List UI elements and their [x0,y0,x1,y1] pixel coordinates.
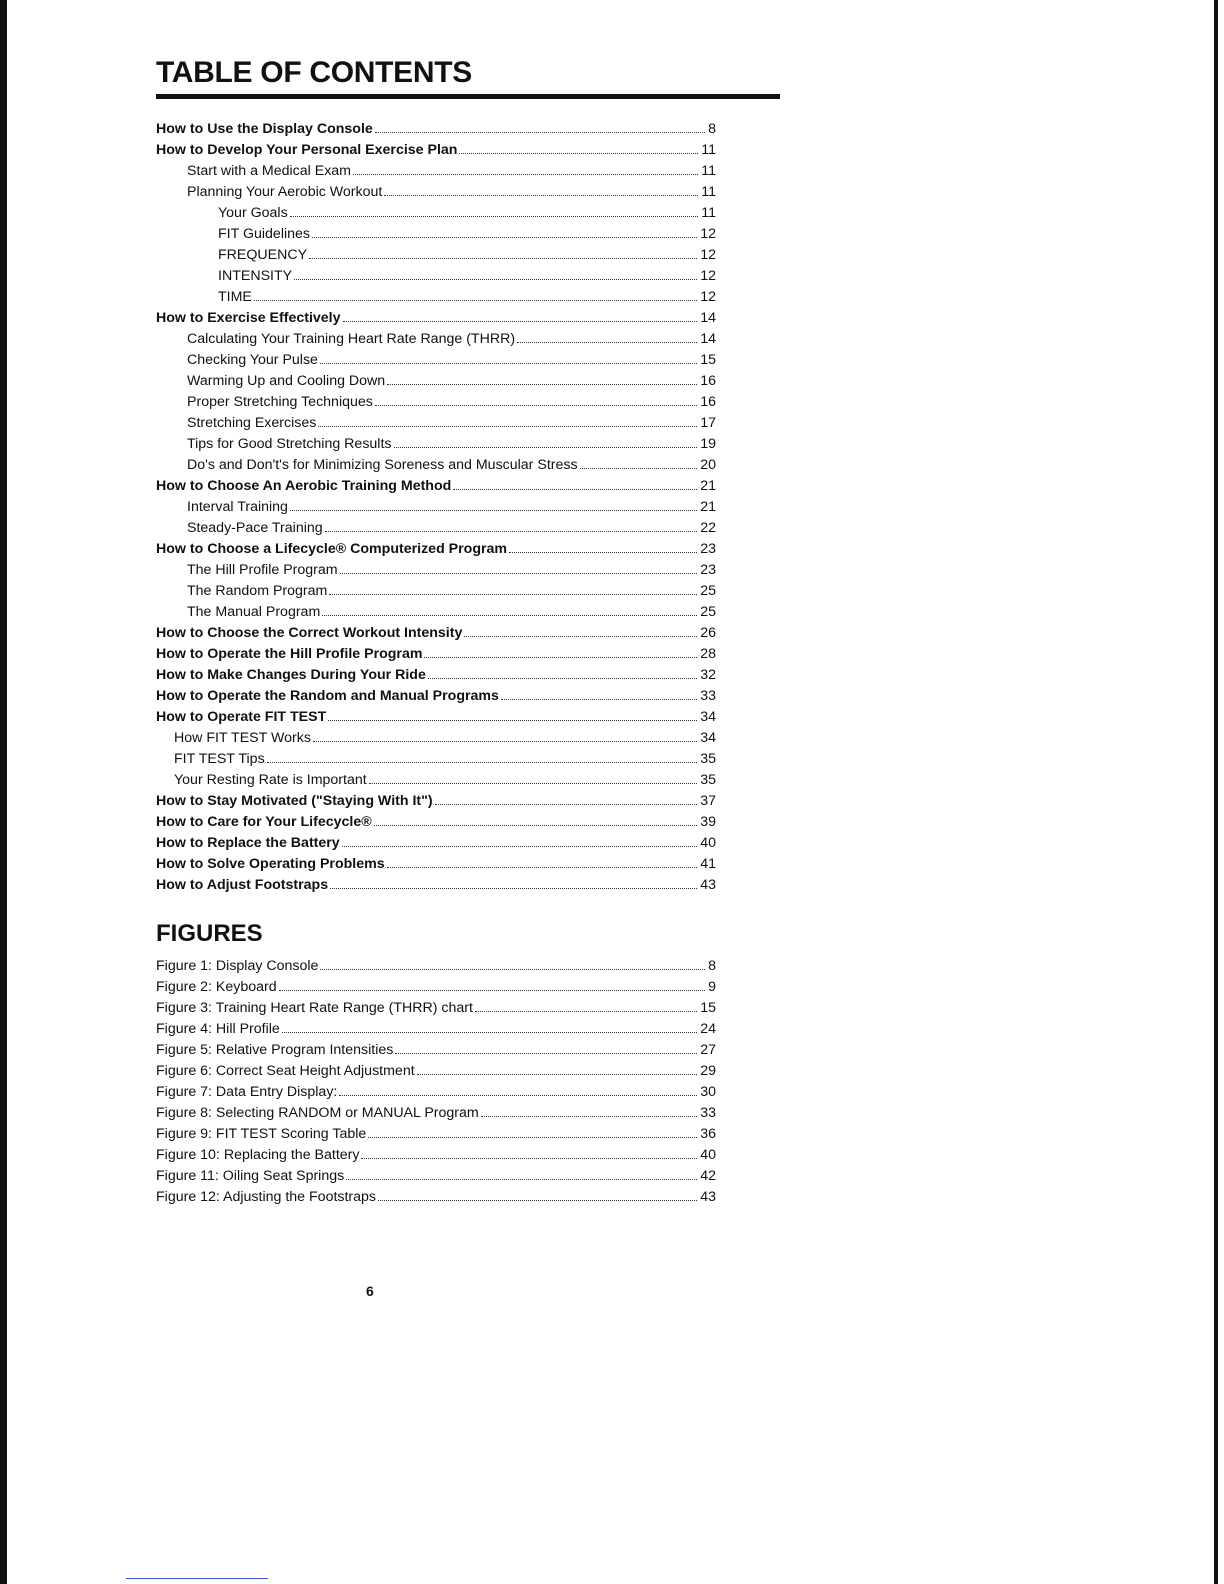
figure-entry-page: 43 [700,1189,716,1205]
toc-entry-label: How to Make Changes During Your Ride [156,667,426,683]
figure-entry [156,1082,716,1103]
dot-leader [517,342,697,343]
toc-entry-page: 26 [700,625,716,641]
dot-leader [328,720,697,721]
toc-entry [156,812,716,833]
dot-leader [282,1032,697,1033]
figure-entry-label: Figure 11: Oiling Seat Springs [156,1168,345,1184]
toc-entry-label: How to Develop Your Personal Exercise Plan [156,142,458,158]
figure-entry-page: 29 [700,1063,716,1079]
toc-entry-page: 11 [701,142,716,158]
toc-entry [156,476,716,497]
figures-list [156,956,716,1208]
title-rule [156,94,780,99]
figure-entry [156,1040,716,1061]
figure-entry-label: Figure 3: Training Heart Rate Range (THRR) chart [156,1000,473,1016]
toc-entry [156,623,716,644]
toc-entry-label: The Hill Profile Program [187,562,338,578]
toc-entry-label: How to Stay Motivated ("Staying With It") [156,793,433,809]
dot-leader [342,846,698,847]
toc-entry [156,287,716,308]
toc-entry-label: How to Operate FIT TEST [156,709,327,725]
figure-entry-label: Figure 1: Display Console [156,958,319,974]
toc-entry [156,119,716,140]
toc-entry [156,455,716,476]
toc-entry [156,308,716,329]
figure-entry-page: 30 [700,1084,716,1100]
dot-leader [417,1074,698,1075]
dot-leader [329,594,697,595]
dot-leader [459,153,698,154]
toc-entry-label: How to Replace the Battery [156,835,340,851]
toc-entry-page: 16 [700,394,716,410]
dot-leader [343,321,698,322]
dot-leader [346,1179,697,1180]
toc-entry [156,686,716,707]
figure-entry-label: Figure 12: Adjusting the Footstraps [156,1189,377,1205]
toc-entry-page: 33 [700,688,716,704]
dot-leader [384,195,698,196]
toc-entry-label: TIME [218,289,252,305]
figure-entry [156,1166,716,1187]
toc-entry-label: Calculating Your Training Heart Rate Range (THRR) [187,331,516,347]
toc-entry [156,224,716,245]
dot-leader [339,1095,697,1096]
toc-entry-page: 32 [700,667,716,683]
toc-entry-label: How to Exercise Effectively [156,310,341,326]
figure-entry-page: 42 [700,1168,716,1184]
dot-leader [501,699,697,700]
dot-leader [267,762,698,763]
toc-entry [156,161,716,182]
toc-entry-label: Your Resting Rate is Important [174,772,367,788]
toc-entry [156,539,716,560]
dot-leader [481,1116,697,1117]
figure-entry-page: 33 [700,1105,716,1121]
toc-entry [156,245,716,266]
dot-leader [368,1137,697,1138]
toc-entry-page: 41 [700,856,716,872]
toc-entry-label: Planning Your Aerobic Workout [187,184,383,200]
toc-entry-label: How to Choose An Aerobic Training Method [156,478,452,494]
dot-leader [375,132,705,133]
figure-entry [156,1187,716,1208]
toc-entry-page: 23 [700,541,716,557]
toc-entry-label: INTENSITY [218,268,293,284]
dot-leader [453,489,697,490]
figure-entry-page: 36 [700,1126,716,1142]
scan-border-right [1214,0,1218,1584]
toc-entry-page: 43 [700,877,716,893]
scan-border-left [0,0,7,1584]
toc-entry [156,497,716,518]
toc-entry-label: How FIT TEST Works [174,730,311,746]
contents-list [156,119,716,896]
figure-entry [156,1124,716,1145]
figure-entry [156,1103,716,1124]
toc-entry-label: Warming Up and Cooling Down [187,373,386,389]
toc-entry-label: Your Goals [218,205,288,221]
dot-leader [369,783,698,784]
toc-entry-page: 21 [700,478,716,494]
figure-entry-page: 24 [700,1021,716,1037]
toc-entry-label: FIT Guidelines [218,226,310,242]
toc-entry-label: Proper Stretching Techniques [187,394,373,410]
toc-entry-label: Start with a Medical Exam [187,163,352,179]
figure-entry-label: Figure 2: Keyboard [156,979,277,995]
toc-entry-page: 34 [700,730,716,746]
toc-entry-label: Checking Your Pulse [187,352,318,368]
dot-leader [361,1158,697,1159]
dot-leader [312,237,697,238]
toc-entry [156,434,716,455]
toc-entry [156,833,716,854]
toc-entry-page: 8 [708,121,716,137]
toc-entry [156,602,716,623]
dot-leader [464,636,697,637]
dot-leader [340,573,698,574]
toc-entry-label: How to Operate the Hill Profile Program [156,646,423,662]
toc-entry [156,350,716,371]
figure-entry-label: Figure 5: Relative Program Intensities [156,1042,394,1058]
toc-entry [156,770,716,791]
toc-entry-label: Steady-Pace Training [187,520,323,536]
dot-leader [318,426,697,427]
figure-entry [156,1145,716,1166]
dot-leader [320,363,697,364]
toc-entry-label: Stretching Exercises [187,415,317,431]
figure-entry [156,1061,716,1082]
toc-entry [156,749,716,770]
toc-entry-page: 25 [700,583,716,599]
toc-entry-page: 16 [700,373,716,389]
figure-entry-page: 27 [700,1042,716,1058]
dot-leader [428,678,697,679]
toc-entry-label: The Random Program [187,583,328,599]
toc-entry [156,707,716,728]
dot-leader [294,279,697,280]
figures-heading: FIGURES [156,920,263,947]
toc-entry [156,140,716,161]
toc-entry-label: How to Choose the Correct Workout Intensity [156,625,463,641]
figure-entry-page: 8 [708,958,716,974]
dot-leader [387,384,697,385]
dot-leader [394,447,698,448]
toc-entry-label: FIT TEST Tips [174,751,265,767]
toc-entry-label: How to Choose a Lifecycle® Computerized Program [156,541,508,557]
dot-leader [325,531,698,532]
dot-leader [290,510,697,511]
toc-entry [156,518,716,539]
toc-entry-label: How to Care for Your Lifecycle® [156,814,372,830]
toc-entry [156,203,716,224]
toc-entry-page: 35 [700,772,716,788]
figure-entry-page: 15 [700,1000,716,1016]
toc-entry-page: 25 [700,604,716,620]
toc-entry-page: 11 [701,184,716,200]
dot-leader [320,969,705,970]
dot-leader [395,1053,697,1054]
toc-entry-label: Interval Training [187,499,288,515]
figure-entry-label: Figure 9: FIT TEST Scoring Table [156,1126,367,1142]
toc-entry [156,371,716,392]
toc-entry [156,665,716,686]
toc-entry-page: 14 [700,310,716,326]
page-title: TABLE OF CONTENTS [156,56,472,89]
toc-entry-label: How to Solve Operating Problems [156,856,385,872]
dot-leader [475,1011,697,1012]
toc-entry-page: 20 [700,457,716,473]
dot-leader [279,990,705,991]
figure-entry [156,1019,716,1040]
figure-entry [156,998,716,1019]
dot-leader [424,657,697,658]
toc-entry-label: FREQUENCY [218,247,308,263]
toc-entry-label: The Manual Program [187,604,321,620]
dot-leader [322,615,697,616]
toc-entry-page: 39 [700,814,716,830]
dot-leader [353,174,698,175]
figure-entry-page: 40 [700,1147,716,1163]
toc-entry [156,182,716,203]
toc-entry-page: 22 [700,520,716,536]
figure-entry-label: Figure 8: Selecting RANDOM or MANUAL Program [156,1105,479,1121]
toc-entry [156,728,716,749]
toc-entry-page: 37 [700,793,716,809]
toc-entry-page: 11 [701,163,716,179]
dot-leader [387,867,698,868]
toc-entry-page: 15 [700,352,716,368]
toc-entry-page: 23 [700,562,716,578]
toc-entry-label: Do's and Don't's for Minimizing Soreness and Muscular Stress [187,457,578,473]
figure-entry [156,956,716,977]
figure-entry-label: Figure 10: Replacing the Battery [156,1147,360,1163]
toc-entry [156,413,716,434]
toc-entry-page: 19 [700,436,716,452]
toc-entry-page: 14 [700,331,716,347]
toc-entry [156,791,716,812]
toc-entry-page: 28 [700,646,716,662]
toc-entry-page: 21 [700,499,716,515]
dot-leader [435,804,698,805]
dot-leader [290,216,699,217]
toc-entry-label: How to Operate the Random and Manual Programs [156,688,499,704]
dot-leader [374,825,698,826]
toc-entry [156,392,716,413]
toc-entry [156,644,716,665]
toc-entry-page: 35 [700,751,716,767]
dot-leader [509,552,697,553]
toc-entry-page: 12 [700,289,716,305]
figure-entry-label: Figure 6: Correct Seat Height Adjustment [156,1063,415,1079]
dot-leader [254,300,697,301]
toc-entry [156,854,716,875]
toc-entry-page: 11 [701,205,716,221]
dot-leader [313,741,697,742]
figure-entry-label: Figure 4: Hill Profile [156,1021,280,1037]
figure-entry-label: Figure 7: Data Entry Display: [156,1084,338,1100]
figure-entry-page: 9 [708,979,716,995]
dot-leader [580,468,698,469]
dot-leader [330,888,697,889]
dot-leader [309,258,697,259]
toc-entry-label: How to Adjust Footstraps [156,877,329,893]
toc-entry [156,329,716,350]
toc-entry-label: How to Use the Display Console [156,121,373,137]
toc-entry-page: 40 [700,835,716,851]
toc-entry [156,581,716,602]
toc-entry-page: 12 [700,226,716,242]
toc-entry-page: 17 [700,415,716,431]
toc-entry [156,560,716,581]
toc-entry-label: Tips for Good Stretching Results [187,436,392,452]
toc-entry-page: 12 [700,247,716,263]
scan-artifact-line [126,1578,268,1579]
page-number: 6 [366,1283,374,1299]
toc-entry [156,875,716,896]
figure-entry [156,977,716,998]
toc-entry [156,266,716,287]
toc-entry-page: 12 [700,268,716,284]
toc-entry-page: 34 [700,709,716,725]
dot-leader [378,1200,697,1201]
dot-leader [375,405,697,406]
